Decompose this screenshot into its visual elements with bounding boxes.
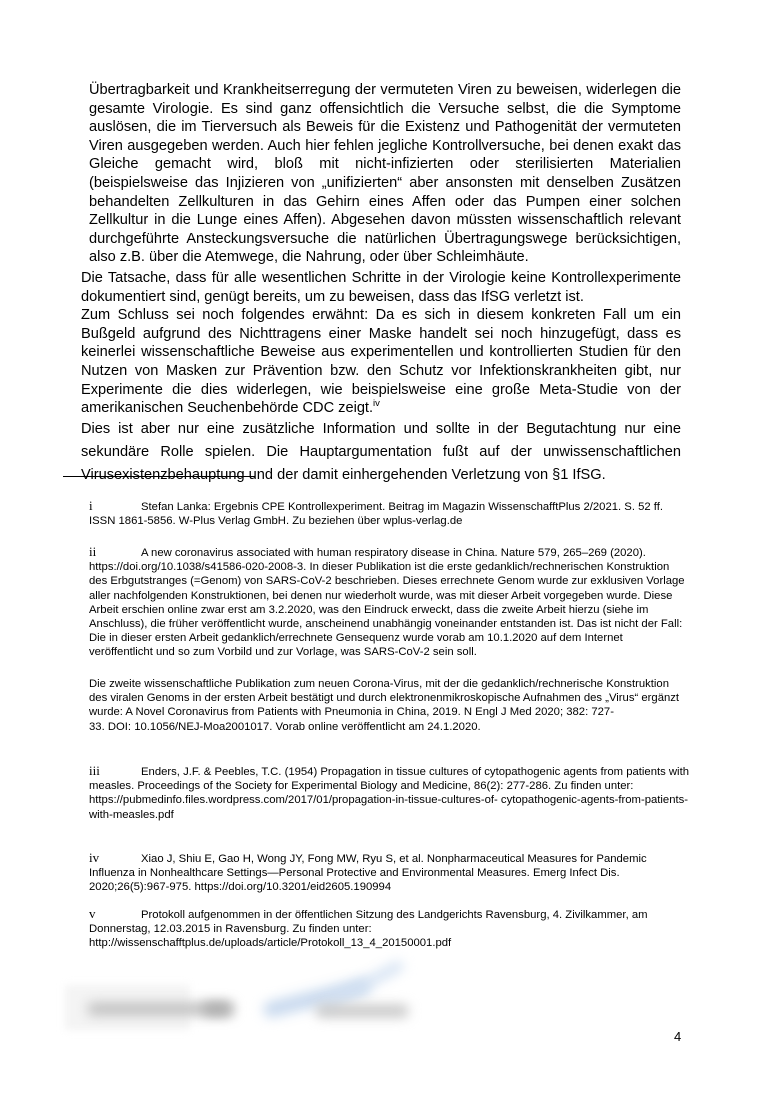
main-body-text [81, 269, 681, 487]
footnote-url[interactable]: http://wissenschafftplus.de/uploads/article/Protokoll_13_4_20150001.pdf [89, 937, 452, 950]
footnote-mark: i [89, 498, 93, 513]
footnote-iii [89, 764, 689, 822]
indented-paragraph [89, 81, 681, 267]
footnote-mark: ii [89, 544, 97, 559]
redacted-name [316, 1005, 408, 1017]
paragraph-control-experiments: Die Tatsache, dass für alle wesentlichen Schritte in der Virologie keine Kontrollexperimente dokumentiert sind, genügt bereits, um zu beweisen, dass das IfSG verletzt ist. [81, 270, 681, 305]
footnote-separator [63, 476, 255, 477]
footnote-iv [89, 851, 689, 895]
footnote-text: Xiao J, Shiu E, Gao H, Wong JY, Fong MW, Ryu S, et al. Nonpharmaceutical Measures for Pandemic Influenza in Nonhealthcare Settings—Personal Protective and Environmental Measures. Emerg Infect Dis. 2020;26(5):967-975. https://doi.org/10.3201/eid2605.190994 [89, 853, 647, 894]
paragraph-mask-studies [81, 306, 681, 418]
footnote-continuation-text-2: 33. DOI: 10.1056/NEJ-Moa2001017. Vorab online veröffentlicht am 24.1.2020. [89, 720, 481, 733]
paragraph-conclusion: Dies ist aber nur eine zusätzliche Information und sollte in der Begutachtung nur eine sekundäre Rolle spielen. Die Hauptargumentation fußt auf der unwissenschaftlichen Virusexistenzbehauptung und der damit einhergehenden Verletzung von §1 IfSG. [81, 420, 681, 483]
paragraph-virology-experiments: Übertragbarkeit und Krankheitserregung der vermuteten Viren zu beweisen, widerlegen die gesamte Virologie. Es sind ganz offensichtlich die Versuche selbst, die die Symptome auslösen, die im Tierversuch als Beweis für die Existenz und Pathogenität der vermuteten Viren ausgegeben werden. Auch hier fehlen jegliche Kontrollversuche, bei denen exakt das Gleiche gemacht wird, bloß mit nicht-infizierten oder sterilisierten Materialien (beispielsweise das Injizieren von „unifizierten“ aber ansonsten mit denselben Zusätzen behandelten Zellkulturen in das Gehirn eines Affen oder das Pumpen einer solchen Zellkultur in die Lunge eines Affen). Abgesehen davon müssten wissenschaftlich relevant durchgeführte Ansteckungsversuche die natürlichen Übertragungswege berücksichtigen, also z.B. über die Atemwege, die Nahrung, oder über Schleimhäute. [89, 82, 681, 266]
footnote-text: A new coronavirus associated with human respiratory disease in China. Nature 579, 265–269 (2020). https://doi.org/10.1038/s41586-020-2008-3. In dieser Publikation ist die erste gedanklich/rechnerischen Konstruktion des Erbgutstranges (=Genom) von SARS-CoV-2 beschrieben. Dieses errechnete Genom wurde zur exklusiven Vorlage aller nachfolgenden Konstruktionen, bei denen nur wiederholt wurde, was mit dieser Arbeit vorgegeben wurde. Diese Arbeit erschien online zwar erst am 3.2.2020, was den Eindruck erweckt, dass die zweite Arbeit hierzu (siehe im Anschluss), die früher veröffentlicht wurde, anscheinend unabhängig voneinander entstanden ist. Das ist nicht der Fall: Die in dieser ersten Arbeit gedanklich/errechnete Gensequenz wurde vorab am 10.1.2020 auf dem Internet veröffentlicht und so zum Vorbild und zur Vorlage, was SARS-CoV-2 sein soll. [89, 547, 685, 659]
footnote-mark: iii [89, 763, 100, 778]
footnote-mark: iv [89, 850, 100, 865]
footnote-url[interactable]: https://pubmedinfo.files.wordpress.com/2017/01/propagation-in-tissue-cultures-of- cytopathogenic-agents-from-patients-with-measles.pdf [89, 794, 689, 821]
paragraph-mask-studies-text: Zum Schluss sei noch folgendes erwähnt: Da es sich in diesem konkreten Fall um ein Bußgeld aufgrund des Nichttragens einer Maske handelt sei noch hinzugefügt, dass es keinerlei wissenschaftliche Beweise aus experimentellen und kontrollierten Studien für den Nutzen von Masken zur Prävention bzw. den Schutz vor Infektionskrankheiten gibt, nur Experimente die dies widerlegen, wie beispielsweise eine große Meta-Studie von der amerikanischen Seuchenbehörde CDC zeigt. [81, 307, 681, 417]
footnote-ii-continuation [89, 677, 689, 734]
footnote-text: Enders, J.F. & Peebles, T.C. (1954) Propagation in tissue cultures of cytopathogenic agents from patients with measles. Proceedings of the Society for Experimental Biology and Medicine, 86(2): 277-286. Zu finden unter: [89, 766, 689, 793]
footnote-reference-iv[interactable]: iv [373, 398, 380, 410]
footnote-mark: v [89, 906, 96, 921]
footnote-ii [89, 545, 689, 660]
footnote-v [89, 907, 689, 951]
footnote-continuation-text: Die zweite wissenschaftliche Publikation zum neuen Corona-Virus, mit der die gedanklich/rechnerische Konstruktion des viralen Genoms in der ersten Arbeit bestätigt und durch elektronenmikroskopische Aufnahmen des „Virus“ ergänzt wurde: A Novel Coronavirus from Patients with Pneumonia in China, 2019. N Engl J Med 2020; 382: 727- [89, 678, 680, 719]
footnote-text: Stefan Lanka: Ergebnis CPE Kontrollexperiment. Beitrag im Magazin WissenschafftPlus 2/2021. S. 52 ff. ISSN 1861-5856. W-Plus Verlag GmbH. Zu beziehen über wplus-verlag.de [89, 501, 664, 528]
page-number: 4 [674, 1029, 682, 1044]
footnote-i [89, 499, 689, 528]
redacted-text [203, 1003, 231, 1015]
footnote-text: Protokoll aufgenommen in der öffentlichen Sitzung des Landgerichts Ravensburg, 4. Zivilkammer, am Donnerstag, 12.03.2015 in Ravensburg. Zu finden unter: [89, 909, 648, 936]
